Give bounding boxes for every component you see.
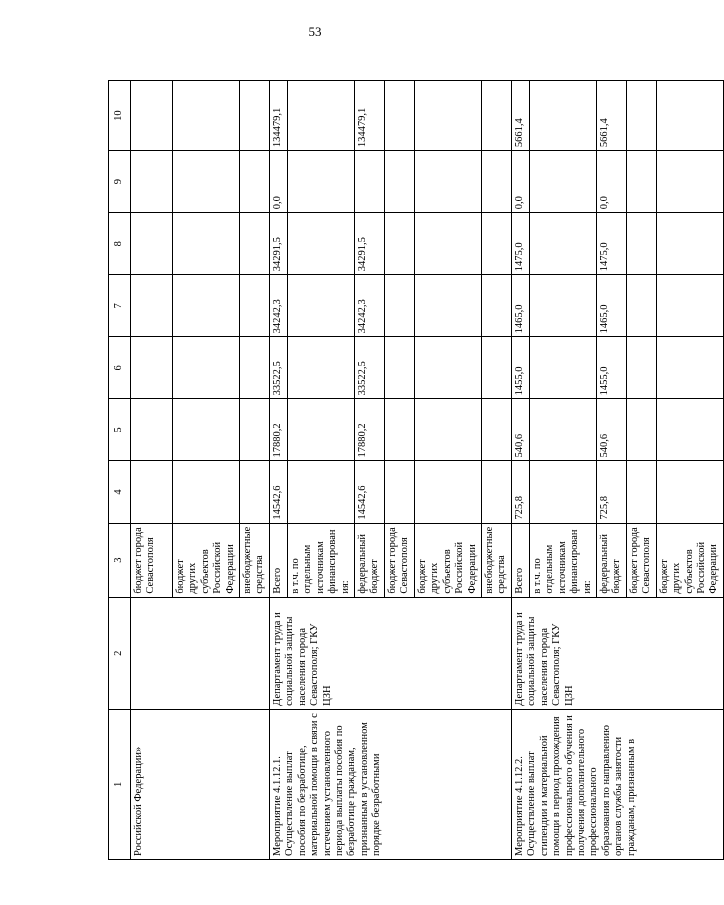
value-cell [656, 399, 723, 461]
executor-cell: Департамент труда и социальной защиты населения города Севастополя; ГКУ ЦЗН [270, 597, 512, 709]
value-cell [529, 213, 596, 275]
value-cell [355, 151, 385, 213]
value-cell [384, 461, 414, 523]
value-cell [626, 337, 656, 399]
value-cell: 1465,0 [511, 275, 529, 337]
value-cell [656, 461, 723, 523]
value-cell [626, 461, 656, 523]
value-cell: 17880,2 [270, 399, 288, 461]
value-cell [173, 81, 240, 151]
value-cell: 540,6 [511, 399, 529, 461]
executor-cell: Департамент труда и социальной защиты населения города Севастополя; ГКУ ЦЗН [511, 597, 723, 709]
source-cell: внебюджетные средства [240, 523, 270, 597]
value-cell [240, 81, 270, 151]
measure-cell: Мероприятие 4.1.12.2. Осуществление выплат стипендии и материальной помощи в период прохождения профессионального обучения и получения дополнительного профессионального образования по направлению органов службы занятости гражданам, признанным в [511, 709, 723, 859]
value-cell [240, 337, 270, 399]
value-cell [481, 213, 511, 275]
financing-table [108, 80, 724, 860]
value-cell [384, 275, 414, 337]
value-cell [173, 213, 240, 275]
executor-cell [131, 597, 270, 709]
value-cell [131, 337, 173, 399]
rotated-table-container [108, 80, 720, 860]
source-cell: федеральный бюджет [355, 523, 385, 597]
value-cell [173, 275, 240, 337]
value-cell [414, 275, 481, 337]
page-number: 53 [308, 24, 322, 39]
value-cell [626, 213, 656, 275]
column-header: 3 [109, 523, 131, 597]
value-cell: 17880,2 [355, 399, 385, 461]
value-cell [384, 151, 414, 213]
column-header: 4 [109, 461, 131, 523]
value-cell: 5661,4 [596, 81, 626, 151]
value-cell [131, 399, 173, 461]
source-cell: бюджет города Севастополя [384, 523, 414, 597]
value-cell [481, 275, 511, 337]
value-cell [529, 81, 596, 151]
source-cell: Всего [270, 523, 288, 597]
value-cell [173, 461, 240, 523]
value-cell [626, 151, 656, 213]
column-header: 9 [109, 151, 131, 213]
value-cell: 34242,3 [355, 275, 385, 337]
value-cell: 14542,6 [355, 461, 385, 523]
value-cell: 1475,0 [596, 213, 626, 275]
value-cell [529, 399, 596, 461]
value-cell: 1455,0 [511, 337, 529, 399]
source-cell: в т.ч. по отдельным источникам финансирования: [529, 523, 596, 597]
value-cell [656, 81, 723, 151]
value-cell: 1455,0 [596, 337, 626, 399]
value-cell [414, 213, 481, 275]
value-cell [288, 399, 355, 461]
value-cell [173, 399, 240, 461]
value-cell: 34291,5 [270, 213, 288, 275]
value-cell [481, 399, 511, 461]
value-cell: 134479,1 [270, 81, 288, 151]
column-header: 7 [109, 275, 131, 337]
value-cell [288, 81, 355, 151]
value-cell [288, 461, 355, 523]
value-cell: 725,8 [511, 461, 529, 523]
value-cell: 725,8 [596, 461, 626, 523]
value-cell [414, 337, 481, 399]
value-cell: 134479,1 [355, 81, 385, 151]
source-cell: бюджет города Севастополя [131, 523, 173, 597]
value-cell: 33522,5 [270, 337, 288, 399]
source-cell: бюджет города Севастополя [626, 523, 656, 597]
value-cell [131, 151, 173, 213]
value-cell [481, 461, 511, 523]
value-cell [288, 213, 355, 275]
source-cell: внебюджетные средства [481, 523, 511, 597]
value-cell [131, 81, 173, 151]
value-cell [656, 275, 723, 337]
source-cell: бюджет других субъектов Российской Федерации [414, 523, 481, 597]
source-cell: в т.ч. по отдельным источникам финансирования: [288, 523, 355, 597]
value-cell [414, 461, 481, 523]
value-cell [131, 461, 173, 523]
value-cell: 1475,0 [511, 213, 529, 275]
value-cell [384, 213, 414, 275]
value-cell [173, 151, 240, 213]
value-cell [414, 151, 481, 213]
column-header: 5 [109, 399, 131, 461]
value-cell [240, 399, 270, 461]
value-cell [288, 337, 355, 399]
column-header: 8 [109, 213, 131, 275]
column-header: 10 [109, 81, 131, 151]
table-row [270, 81, 288, 860]
source-cell: Всего [511, 523, 529, 597]
column-header: 6 [109, 337, 131, 399]
source-cell: федеральный бюджет [596, 523, 626, 597]
column-header: 1 [109, 709, 131, 859]
value-cell [288, 275, 355, 337]
value-cell [384, 337, 414, 399]
measure-cell: Мероприятие 4.1.12.1. Осуществление выплат пособия по безработице, материальной помощи в связи с истечением установленного периода выплаты пособия по безработице гражданам, признанным в установленном порядке безработными [270, 709, 512, 859]
value-cell [529, 151, 596, 213]
table-header-row [109, 81, 131, 860]
source-cell: бюджет других субъектов Российской Федерации [173, 523, 240, 597]
value-cell [173, 337, 240, 399]
value-cell: 0,0 [596, 151, 626, 213]
table-row [131, 81, 173, 860]
value-cell [481, 81, 511, 151]
measure-cell: Российской Федерации» [131, 709, 270, 859]
value-cell [240, 461, 270, 523]
value-cell [481, 151, 511, 213]
value-cell: 0,0 [511, 151, 529, 213]
value-cell [656, 151, 723, 213]
value-cell [240, 151, 270, 213]
value-cell [240, 213, 270, 275]
value-cell [656, 213, 723, 275]
value-cell: 0,0 [270, 151, 288, 213]
value-cell [626, 81, 656, 151]
value-cell [131, 275, 173, 337]
table-row [511, 81, 529, 860]
value-cell [626, 275, 656, 337]
value-cell [131, 213, 173, 275]
value-cell [384, 399, 414, 461]
value-cell [626, 399, 656, 461]
value-cell [288, 151, 355, 213]
value-cell [414, 81, 481, 151]
value-cell [240, 275, 270, 337]
value-cell: 34291,5 [355, 213, 385, 275]
value-cell [529, 461, 596, 523]
value-cell: 5661,4 [511, 81, 529, 151]
value-cell [481, 337, 511, 399]
value-cell [529, 275, 596, 337]
value-cell [656, 337, 723, 399]
value-cell [384, 81, 414, 151]
column-header: 2 [109, 597, 131, 709]
value-cell [529, 337, 596, 399]
value-cell: 1465,0 [596, 275, 626, 337]
value-cell [414, 399, 481, 461]
value-cell: 14542,6 [270, 461, 288, 523]
value-cell: 540,6 [596, 399, 626, 461]
value-cell: 34242,3 [270, 275, 288, 337]
source-cell: бюджет других субъектов Российской Федерации [656, 523, 723, 597]
value-cell: 33522,5 [355, 337, 385, 399]
